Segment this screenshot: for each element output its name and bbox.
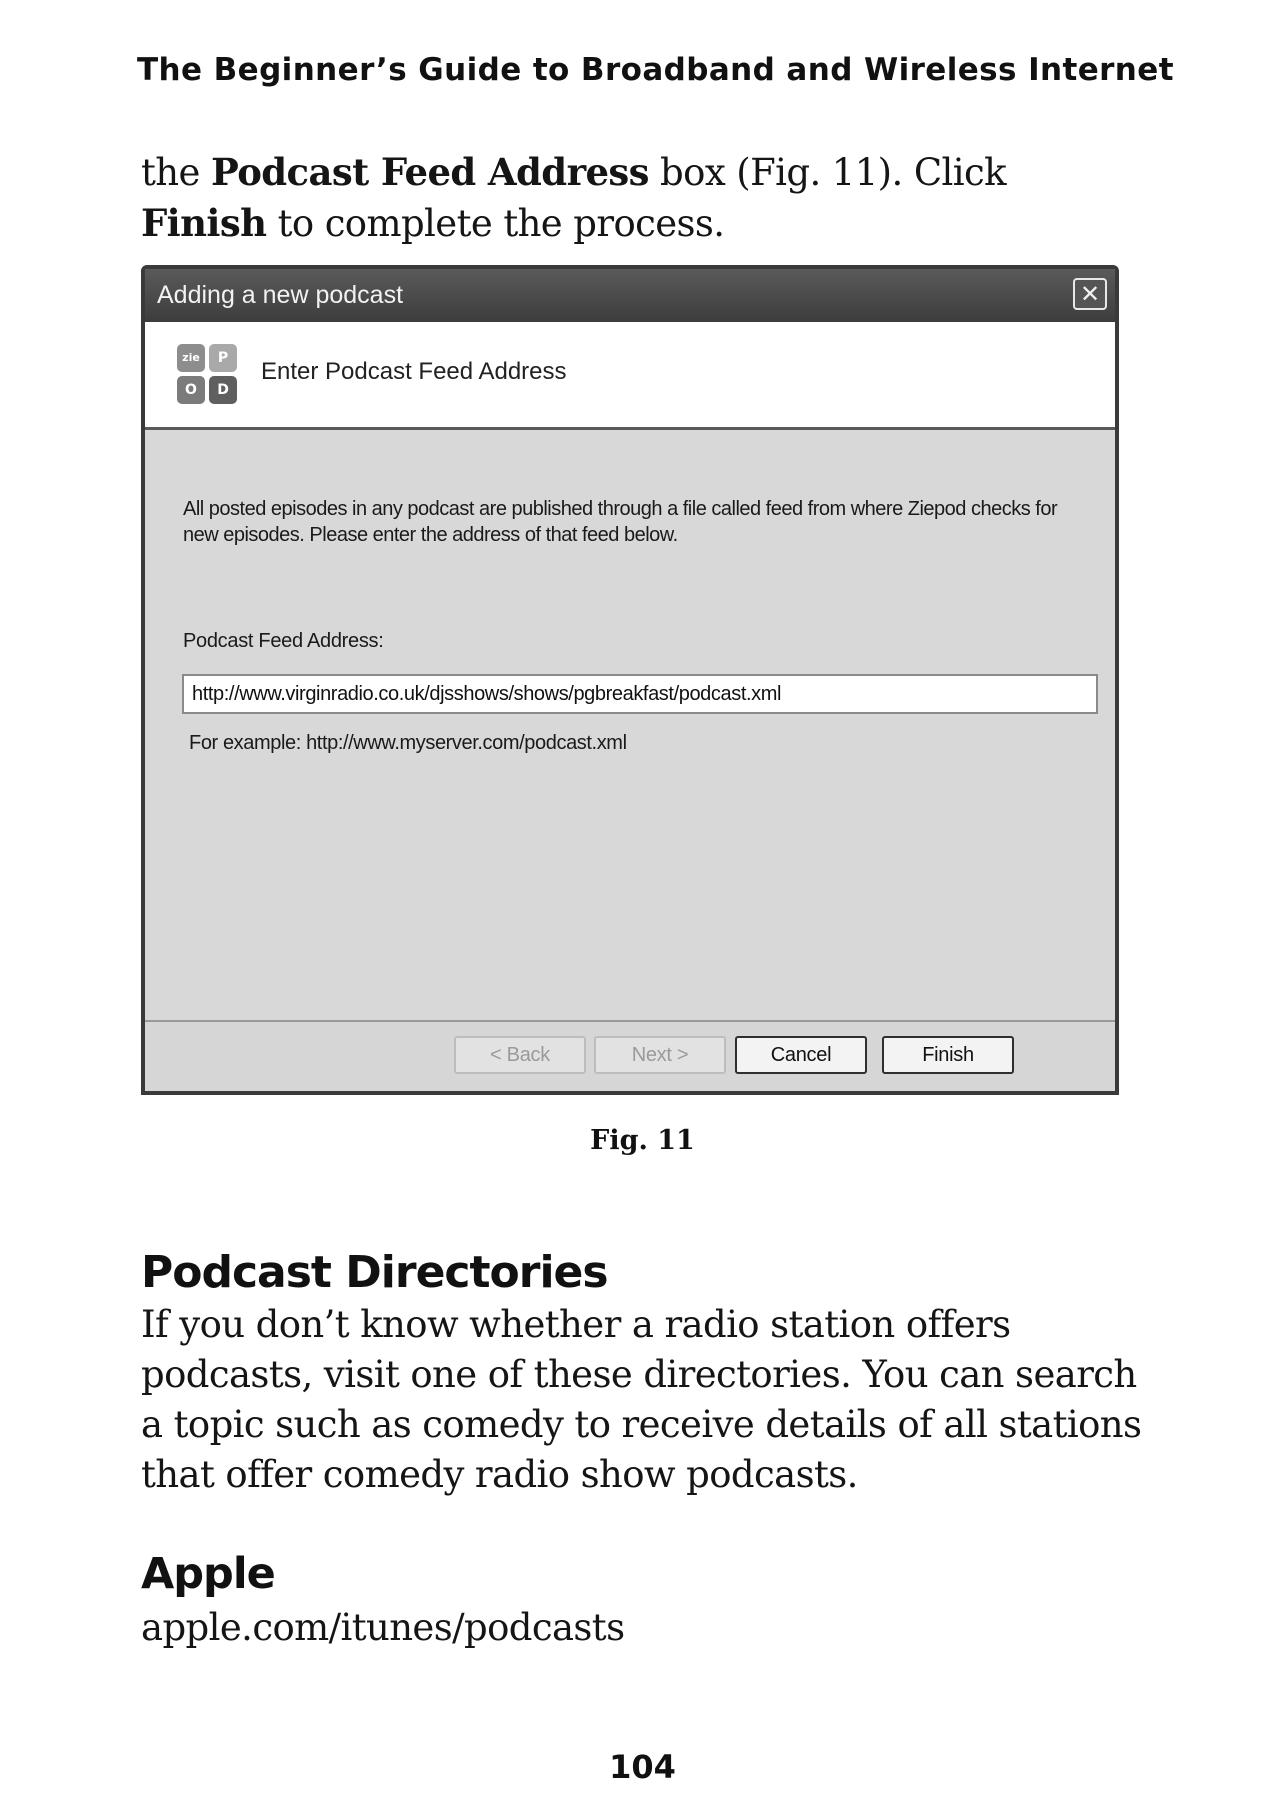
feed-address-example: For example: http://www.myserver.com/podcast.xml [189, 732, 627, 754]
dialog-title: Adding a new podcast [157, 281, 404, 309]
intro-text-2: box (Fig. 11). Click [648, 151, 1006, 194]
dialog-titlebar [145, 269, 1115, 322]
intro-bold-podcast-feed-address: Podcast Feed Address [210, 150, 649, 194]
back-button[interactable]: < Back [454, 1036, 586, 1074]
close-button[interactable] [1073, 278, 1107, 310]
apple-url: apple.com/itunes/podcasts [141, 1606, 625, 1649]
next-button[interactable]: Next > [594, 1036, 726, 1074]
dialog-description: All posted episodes in any podcast are published through a file called feed from where Ziepod checks for new episodes. Please enter the address of that feed below. [183, 498, 1058, 546]
add-podcast-dialog [141, 265, 1119, 1095]
logo-cell-p: P [209, 344, 237, 372]
logo-cell-d: D [209, 376, 237, 404]
finish-button[interactable]: Finish [882, 1036, 1014, 1074]
intro-paragraph [141, 147, 1141, 249]
directories-paragraph: If you don’t know whether a radio station offers podcasts, visit one of these directories. You can search a topic such as comedy to receive details of all stations that offer comedy radio show podcasts. [141, 1303, 1142, 1496]
ziepod-logo-icon [177, 344, 239, 406]
logo-cell-zie: zie [177, 344, 205, 372]
dialog-header-title: Enter Podcast Feed Address [261, 358, 567, 385]
intro-bold-finish: Finish [141, 201, 267, 245]
page-number: 104 [609, 1748, 676, 1786]
logo-cell-o: O [177, 376, 205, 404]
apple-heading: Apple [141, 1549, 275, 1599]
figure-caption: Fig. 11 [590, 1125, 695, 1156]
cancel-button[interactable]: Cancel [735, 1036, 867, 1074]
running-head: The Beginner’s Guide to Broadband and Wireless Internet [137, 52, 1174, 88]
dialog-header [145, 322, 1115, 430]
intro-text-1: the [141, 151, 211, 194]
intro-text-3: to complete the process. [266, 202, 725, 245]
feed-address-input[interactable] [182, 674, 1098, 714]
dialog-button-bar [145, 1020, 1115, 1091]
directories-heading: Podcast Directories [141, 1247, 608, 1298]
feed-address-label: Podcast Feed Address: [183, 630, 384, 652]
close-icon: ✕ [1079, 280, 1101, 308]
dialog-content [145, 430, 1115, 1010]
